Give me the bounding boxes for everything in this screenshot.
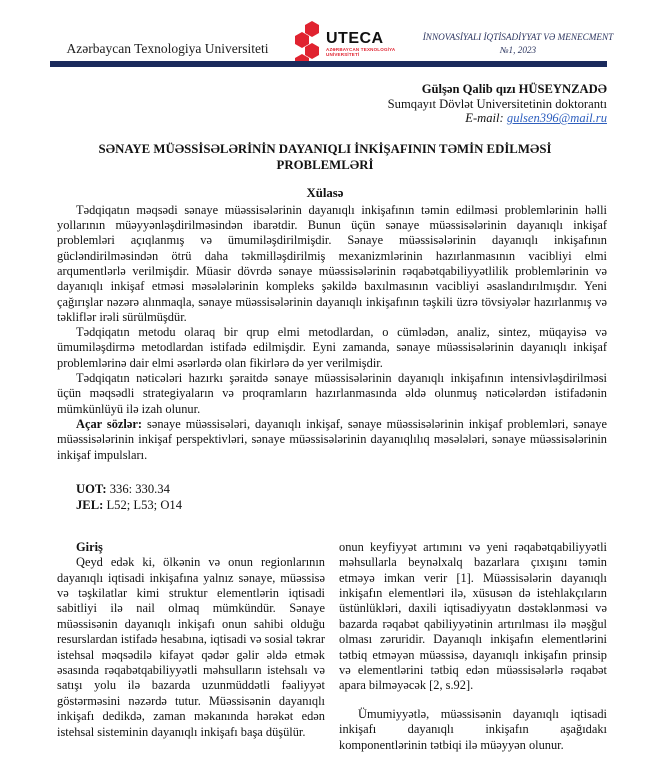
abstract-paragraph: Tədqiqatın metodu olaraq bir qrup elmi metodlardan, o cümlədən, analiz, sintez, müqayisə və ümumiləşdirmə metodlardan istifadə edilmişdir. Eyni zamanda, sənaye müəssisələrinin dayanıqlı inkişaf problemlərinə dair elmi əsərlərdə olan fikirlərə də yer verilmişdir.: [57, 325, 607, 370]
jel-label: JEL:: [76, 498, 104, 513]
abstract-paragraph: Tədqiqatın nəticələri hazırkı şəraitdə sənaye müəssisələrinin dayanıqlı inkişafının intensivləşdirilməsi üçün məqsədli strategiyaların və proqramların hazırlanmasında əldə olunmuş nəticələrdən istifadənin mümkünlüyü ilə izah olunur.: [57, 371, 607, 416]
classification-codes: [76, 481, 650, 514]
abstract-section: [57, 203, 607, 463]
uot-label: UOT:: [76, 481, 107, 496]
section-heading-giris: Giriş: [76, 539, 103, 554]
uteca-wordmark: UTECA: [326, 30, 384, 47]
author-affiliation: Sumqayıt Dövlət Universitetinin doktorantı: [387, 96, 607, 111]
jel-line: [76, 497, 650, 514]
email-link[interactable]: gulsen396@mail.ru: [506, 111, 607, 126]
uteca-logo-text: [326, 31, 395, 57]
body-paragraph: onun keyfiyyət artımını və yeni rəqabətqabiliyyətli məhsullarla beynəlxalq bazarlara çıxışını təmin etməyə imkan verir [1]. Müəssisələrin dayanıqlı inkişafın elementləri ilə, xüsusən də istehlakçıların üstünlükləri, daxili iqtisadiyyatın dəstəklənməsi və bazarda rəqabət qabiliyyətinin artırılması ilə məşğul olması zəruridir. Dayanıqlı inkişafın elementlərini tətbiq etməyən müəssisə, dayanıqlı inkişafın prinsip və elementlərini tətbiq edən müəssisələrlə rəqabət apara bilməyəcək [2, s.92].: [339, 539, 607, 693]
uteca-subtext-line1: AZƏRBAYCAN TEXNOLOGİYA: [326, 47, 396, 52]
keywords-label: Açar sözlər:: [76, 416, 142, 431]
right-column: [339, 540, 607, 753]
header-rule: [50, 61, 607, 67]
journal-issue: №1, 2023: [499, 44, 537, 55]
keywords-paragraph: [57, 417, 607, 463]
abstract-paragraph: Tədqiqatın məqsədi sənaye müəssisələrinin dayanıqlı inkişafının təmin edilməsi problemlərinin həlli yollarının müəyyənləşdirilməsindən ibarətdir. Bunun üçün sənaye müəssisələrinin dayanıqlı inkişaf problemləri açıqlanmış və ümumiləşdirilmişdir. Sənaye müəssisələrinin dayanıqlı inkişafının gücləndirilməsindən ötrü daha təkmilləşdirilmiş mexanizmlərinin hazırlanmasının vacibliyi elmi arqumentlərlə verilmişdir. Müasir dövrdə sənaye müəssisələrinin rəqabətqabiliyyətlilik problemlərinin və dayanıqlı inkişaf etməsi məsələlərinin kompleks şəkildə baxılmasının vacibliyi əsaslandırılmışdır. Yeni çağırışlar nəzərə alınmaqla, sənaye müəssisələrinin dayanıqlı inkişafının təşkili üzrə tövsiyələr hazırlanmış və təkliflər irəli sürülmüşdür.: [57, 202, 607, 324]
email-line: [0, 111, 607, 126]
body-paragraph: Qeyd edək ki, ölkənin və onun regionlarının dayanıqlı iqtisadi inkişafına yalnız sənaye, müəssisə və təşkilatlar kimi struktur elementlərin iqtisadi sabitliyi ilə nail olmaq mümkündür. Sənaye müəssisənin dayanıqlı inkişafı onun sahibi olduğu resurslardan istifadə hesabına, iqtisadi və sosial təkrar istehsal məqsədilə kifayət qədər gəlir əldə etmək əsasında rəqabətqabiliyyətli məhsulların istehsalı və satışı yolu ilə bazarda uzunmüddətli fəaliyyət göstərməsini nəzərdə tutur. Müəssisənin dayanıqlı inkişafı dedikdə, zaman məkanında hərəkət edən istehsal sisteminin dayanıqlı inkişafı başa düşülür.: [57, 555, 325, 739]
paper-title: SƏNAYE MÜƏSSİSƏLƏRİNİN DAYANIQLI İNKİŞAFININ TƏMİN EDİLMƏSİ PROBLEMLƏRİ: [98, 141, 552, 172]
journal-title-block: [416, 31, 620, 56]
email-label: E-mail:: [465, 111, 504, 126]
uteca-subtext-line2: UNİVERSİTETİ: [326, 52, 360, 57]
body-paragraph: Ümumiyyətlə, müəssisənin dayanıqlı iqtisadi inkişafı dayanıqlı inkişafın aşağıdakı komponentlərinin tətbiqi ilə müəyyən olunur.: [339, 706, 607, 752]
keywords-text: sənaye müəssisələri, dayanıqlı inkişaf, sənaye müəssisələrinin inkişaf problemləri, sənaye müəssisələrinin inkişaf perspektivləri, sənaye müəssisələrinin dayanıqlılıq məsələləri, sənaye müəssisələrinin inkişaf impulsları.: [57, 416, 608, 462]
university-name: Azərbaycan Texnologiya Universiteti: [66, 41, 269, 56]
left-column: [57, 540, 325, 753]
abstract-heading: Xülasə: [306, 185, 344, 200]
jel-value: L52; L53; O14: [106, 498, 183, 513]
uot-value: 336: 330.34: [109, 481, 170, 496]
author-block: [0, 82, 650, 126]
author-name: Gülşən Qalib qızı HÜSEYNZADƏ: [421, 82, 607, 96]
journal-header: [0, 0, 650, 68]
uot-line: [76, 481, 650, 498]
journal-title: İNNOVASİYALI İQTİSADİYYAT VƏ MENECMENT: [422, 32, 614, 42]
body-columns: [57, 540, 607, 753]
